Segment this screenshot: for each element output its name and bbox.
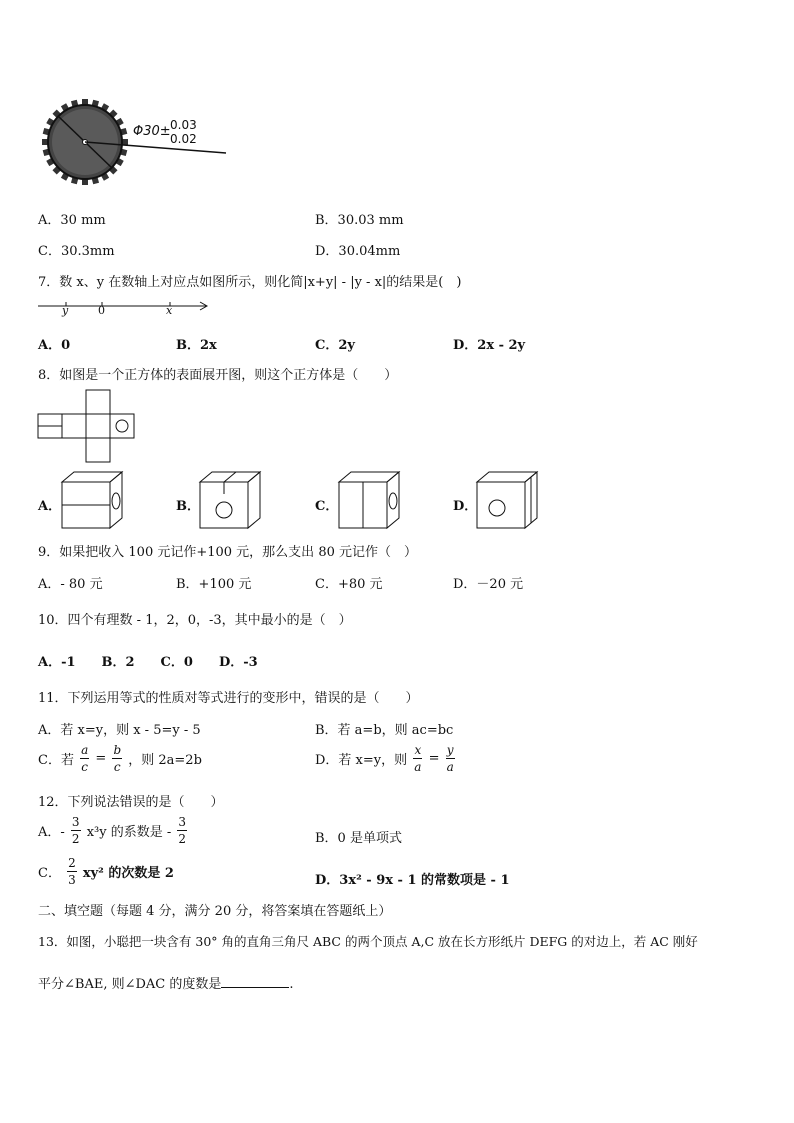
- q12-a-num2: 3: [178, 815, 187, 829]
- q12-option-d: D．3x² - 9x - 1 的常数项是 - 1: [315, 873, 510, 888]
- q7-option-b: B．2x: [176, 338, 217, 353]
- q13-line2: [38, 973, 294, 992]
- q9-option-b: B．+100 元: [176, 577, 252, 592]
- q12-option-a: [38, 816, 189, 845]
- q7-option-d: D．2x - 2y: [453, 338, 526, 353]
- q9-option-a: A．- 80 元: [38, 577, 103, 592]
- gear-label-main: Φ30±: [133, 124, 171, 139]
- q12-c-num: 2: [68, 856, 76, 870]
- q11-c-fraction-right: [112, 744, 122, 773]
- q8-option-a-label: A．: [38, 499, 62, 514]
- q8-option-b-cube: [196, 470, 266, 532]
- q11-d-fraction-left: [413, 744, 422, 773]
- q9-option-d: D．－20 元: [453, 577, 524, 592]
- q12-a-prefix: A．-: [38, 825, 65, 840]
- q13-line2-end: .: [289, 977, 294, 992]
- q13-line2-text: 平分∠BAE, 则∠DAC 的度数是: [38, 977, 222, 992]
- q11-c-den-c1: c: [81, 760, 89, 774]
- gear-tolerance-lower: 0.02: [170, 132, 197, 146]
- q11-c-fraction-left: [80, 744, 89, 773]
- q8-text: 8．如图是一个正方体的表面展开图，则这个正方体是（ ）: [38, 368, 398, 383]
- gear-dimension-label: [133, 124, 171, 139]
- q11-option-b: B．若 a=b，则 ac=bc: [315, 723, 454, 738]
- q8-cube-net: [36, 388, 146, 468]
- q8-option-d-label: D．: [453, 499, 478, 514]
- q6-option-b: B．30.03 mm: [315, 213, 404, 228]
- q11-option-c: [38, 744, 202, 773]
- q11-c-post: ，则 2a=2b: [128, 753, 202, 768]
- q11-d-num-x: x: [414, 743, 422, 757]
- q11-d-prefix: D．若 x=y，则: [315, 753, 408, 768]
- q11-c-eq: =: [95, 751, 107, 766]
- q9-option-c: C．+80 元: [315, 577, 383, 592]
- q7-option-c: C．2y: [315, 338, 355, 353]
- q11-d-num-y: y: [446, 743, 454, 757]
- q8-option-a-cube: [58, 470, 128, 532]
- gear-figure: [40, 98, 240, 188]
- q7-option-a: A．0: [38, 338, 71, 353]
- gear-tolerance-upper: 0.03: [170, 118, 197, 132]
- q10-text: 10．四个有理数 - 1，2，0，-3，其中最小的是（ ）: [38, 613, 352, 628]
- q8-option-b-label: B．: [176, 499, 200, 514]
- q8-option-c-cube: [335, 470, 405, 532]
- q11-c-den-c2: c: [113, 760, 121, 774]
- q11-c-prefix: C．若: [38, 753, 74, 768]
- q8-option-d-cube: [473, 470, 543, 532]
- q11-d-fraction-right: [446, 744, 455, 773]
- q11-d-eq: =: [428, 751, 440, 766]
- q12-option-b: B．0 是单项式: [315, 831, 402, 846]
- q11-option-a: A．若 x=y，则 x - 5=y - 5: [38, 723, 201, 738]
- q11-d-den-a2: a: [446, 760, 454, 774]
- q12-a-mid: x³y 的系数是 -: [86, 825, 172, 840]
- q12-option-c: [38, 857, 174, 886]
- q12-text: 12．下列说法错误的是（ ）: [38, 795, 224, 810]
- q8-option-c-label: C．: [315, 499, 339, 514]
- q12-a-den2: 2: [178, 832, 187, 846]
- q7-text: 7．数 x、y 在数轴上对应点如图所示，则化简|x+y| - |y - x|的结果是( ): [38, 275, 462, 290]
- q12-a-fraction2: [177, 816, 187, 845]
- q12-a-num: 3: [71, 815, 80, 829]
- q11-d-den-a1: a: [414, 760, 422, 774]
- q12-c-den: 3: [68, 873, 76, 887]
- q9-text: 9．如果把收入 100 元记作+100 元，那么支出 80 元记作（ ）: [38, 545, 417, 560]
- q12-c-prefix: C．: [38, 866, 61, 881]
- q12-a-den: 2: [71, 832, 80, 846]
- q6-option-a: A．30 mm: [38, 213, 106, 228]
- q13-line1: 13．如图，小聪把一块含有 30° 角的直角三角尺 ABC 的两个顶点 A,C 放在长方形纸片 DEFG 的对边上，若 AC 刚好: [38, 934, 698, 949]
- q6-option-c: C．30.3mm: [38, 244, 115, 259]
- q11-c-num-a: a: [81, 743, 89, 757]
- q7-axis-x: x: [166, 304, 173, 317]
- q11-option-d: [315, 744, 457, 773]
- q7-axis-y: y: [62, 304, 69, 317]
- q10-options: A．-1 B．2 C．0 D．-3: [38, 655, 258, 670]
- q12-a-fraction: [71, 816, 81, 845]
- q12-c-fraction: [67, 857, 77, 886]
- q11-text: 11．下列运用等式的性质对等式进行的变形中，错误的是（ ）: [38, 691, 419, 706]
- q12-c-post: xy² 的次数是 2: [82, 866, 174, 881]
- q13-answer-blank[interactable]: [221, 975, 289, 988]
- section2-title: 二、填空题（每题 4 分，满分 20 分，将答案填在答题纸上）: [38, 904, 392, 919]
- q11-c-num-b: b: [113, 743, 122, 757]
- q7-axis-zero: 0: [98, 304, 105, 317]
- q6-option-d: D．30.04mm: [315, 244, 401, 259]
